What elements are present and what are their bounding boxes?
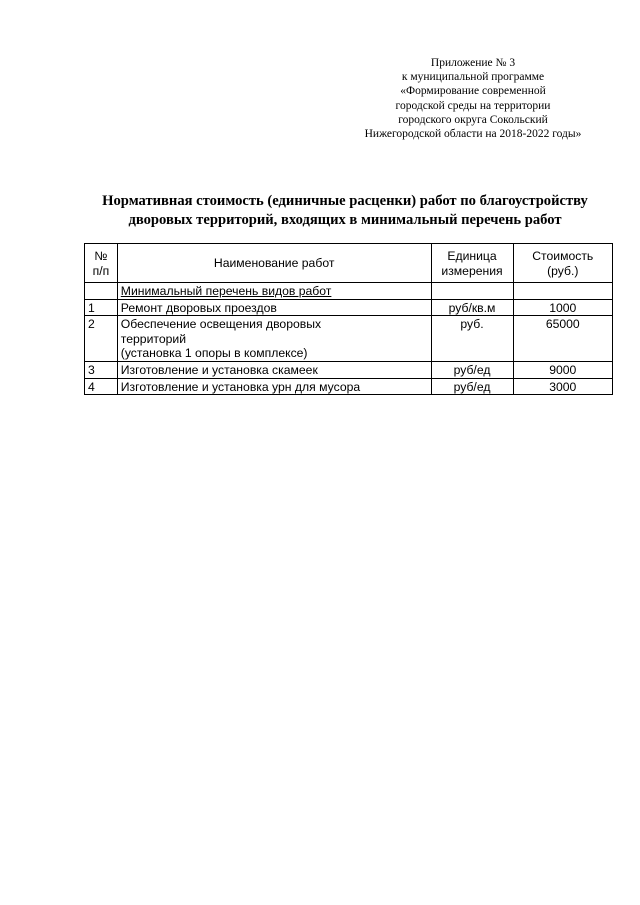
row-unit: руб/ед [431, 361, 513, 378]
row-work-name-line: Изготовление и установка скамеек [120, 362, 318, 377]
section-unit-cell [431, 283, 513, 300]
header-unit-line: измерения [441, 263, 503, 278]
section-label-text: Минимальный перечень видов работ [120, 284, 332, 298]
works-cost-table [84, 243, 613, 395]
row-cost: 9000 [513, 361, 612, 378]
section-num-cell [85, 283, 118, 300]
row-work-name [117, 378, 431, 395]
row-work-name-line: территорий [120, 331, 187, 346]
row-cost: 1000 [513, 299, 612, 316]
appendix-header [333, 56, 613, 141]
header-number [85, 244, 118, 283]
appendix-line: городской среды на территории [395, 99, 551, 112]
header-number-line: № [94, 248, 108, 263]
section-cost-cell [513, 283, 612, 300]
row-unit: руб/ед [431, 378, 513, 395]
document-title-line: Нормативная стоимость (единичные расценки) работ по благоустройству [102, 193, 588, 209]
row-number: 4 [85, 378, 118, 395]
section-label [117, 283, 431, 300]
row-unit: руб. [431, 316, 513, 362]
row-cost: 3000 [513, 378, 612, 395]
row-unit: руб/кв.м [431, 299, 513, 316]
row-work-name [117, 299, 431, 316]
table-row [85, 316, 613, 362]
row-work-name-line: Обеспечение освещения дворовых [120, 317, 322, 332]
appendix-line: Приложение № 3 [430, 57, 516, 69]
table-row [85, 361, 613, 378]
document-title-line: дворовых территорий, входящих в минимальный перечень работ [128, 212, 562, 228]
row-work-name-line: Ремонт дворовых проездов [120, 300, 277, 315]
appendix-line: Нижегородской области на 2018-2022 годы» [364, 128, 582, 141]
row-work-name [117, 361, 431, 378]
row-work-name [117, 316, 431, 362]
row-number: 3 [85, 361, 118, 378]
appendix-line: «Формирование современной [400, 85, 546, 98]
header-cost [513, 244, 612, 283]
document-title [60, 192, 630, 230]
table-row [85, 378, 613, 395]
row-work-name-line: Изготовление и установка урн для мусора [120, 379, 361, 394]
table-row [85, 299, 613, 316]
row-number: 1 [85, 299, 118, 316]
row-work-name-line: (установка 1 опоры в комплексе) [120, 346, 308, 361]
header-unit [431, 244, 513, 283]
header-number-line: п/п [92, 263, 110, 278]
header-cost-line: Стоимость [532, 248, 594, 263]
appendix-line: городского округа Сокольский [398, 113, 548, 126]
header-unit-line: Единица [447, 248, 497, 263]
row-cost: 65000 [513, 316, 612, 362]
appendix-line: к муниципальной программе [401, 71, 545, 84]
header-work-name: Наименование работ [117, 244, 431, 283]
section-row [85, 283, 613, 300]
row-number: 2 [85, 316, 118, 362]
header-cost-line: (руб.) [547, 263, 579, 278]
table-header-row [85, 244, 613, 283]
